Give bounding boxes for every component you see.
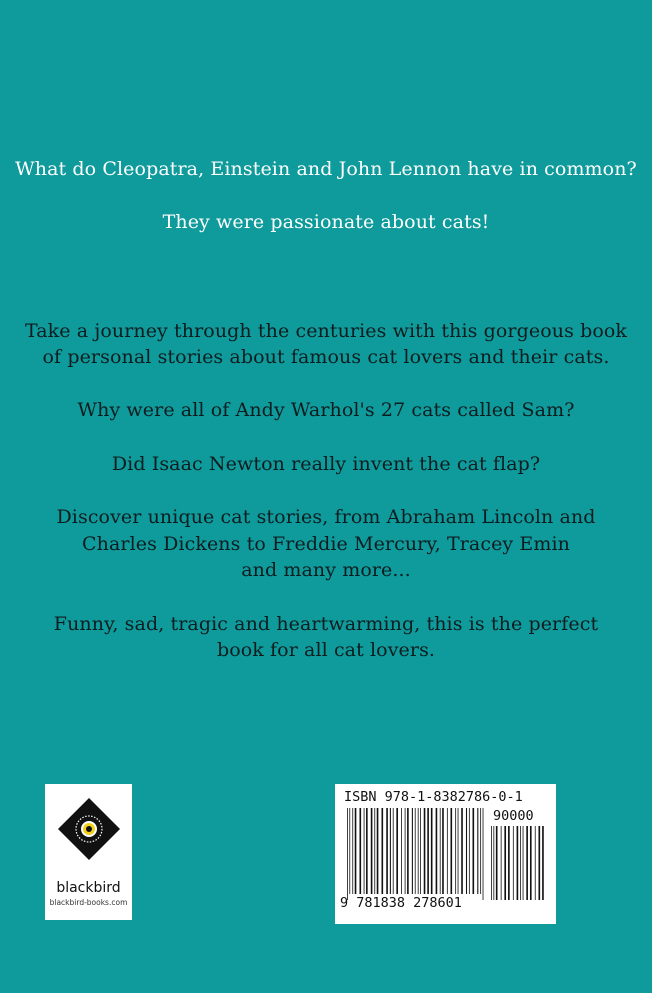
barcode-bar <box>447 808 448 894</box>
barcode-bar <box>493 826 494 900</box>
barcode-bar <box>469 808 470 894</box>
barcode-bar <box>431 808 433 894</box>
barcode-bar <box>466 808 467 894</box>
barcode-bar <box>504 826 506 900</box>
barcode-bar <box>349 808 350 894</box>
barcode-bar <box>501 826 502 900</box>
barcode-bar <box>480 808 481 894</box>
barcode-bar <box>508 826 510 900</box>
barcode-bar <box>513 826 514 900</box>
blurb-line: Funny, sad, tragic and heartwarming, this is the perfect <box>53 613 599 635</box>
intro-answer: They were passionate about cats! <box>162 211 490 233</box>
blurb-line: Why were all of Andy Warhol's 27 cats called Sam? <box>77 399 575 421</box>
barcode-bar <box>461 808 463 894</box>
barcode-bar <box>382 808 384 894</box>
barcode-bar <box>412 808 413 894</box>
publisher-website: blackbird-books.com <box>49 898 128 907</box>
barcode-bar <box>440 808 441 894</box>
barcode-bar <box>359 808 361 894</box>
barcode-bar <box>436 808 438 894</box>
barcode-bar <box>451 808 453 894</box>
barcode-bar <box>405 808 406 894</box>
blurb-line: of personal stories about famous cat lovers and their cats. <box>42 346 610 368</box>
barcode-bar <box>523 826 524 900</box>
barcode-bar <box>407 808 409 894</box>
barcode-bar <box>390 808 391 894</box>
barcode-bar <box>442 808 444 894</box>
barcode-bar <box>538 826 540 900</box>
barcode-bar <box>496 826 498 900</box>
blurb-line: Take a journey through the centuries with this gorgeous book <box>24 320 628 342</box>
barcode-bar <box>415 808 416 894</box>
barcode-bar <box>377 808 379 894</box>
barcode-bar <box>386 808 388 894</box>
blurb-line: Discover unique cat stories, from Abraham Lincoln and <box>56 506 596 528</box>
barcode-bar <box>355 808 357 894</box>
blurb-line: Did Isaac Newton really invent the cat flap? <box>111 453 541 475</box>
barcode-bar <box>535 826 536 900</box>
ean-digits: 9 781838 278601 <box>340 895 462 911</box>
barcode-bar <box>483 808 484 900</box>
barcode-bar <box>455 808 456 894</box>
barcode-bar <box>393 808 394 894</box>
blurb-line: book for all cat lovers. <box>216 639 436 661</box>
barcode-bar <box>420 808 421 894</box>
barcode-bar <box>477 808 478 894</box>
barcode-bar <box>347 808 348 900</box>
barcode-bar <box>458 808 459 894</box>
barcode-bar <box>371 808 373 894</box>
blurb-line: and many more... <box>241 559 411 581</box>
barcode-bar <box>418 808 419 894</box>
barcode-bar <box>424 808 426 894</box>
isbn-label: ISBN 978-1-8382786-0-1 <box>344 789 523 805</box>
blackbird-diamond-logo-icon <box>58 798 120 860</box>
barcode-bar <box>352 808 353 894</box>
publisher-logo <box>45 784 132 920</box>
barcode-bar <box>491 826 492 900</box>
blurb-line: Charles Dickens to Freddie Mercury, Tracey Emin <box>81 533 570 555</box>
barcode-bar <box>364 808 365 894</box>
barcode-bar <box>526 826 528 900</box>
isbn-barcode <box>335 784 556 924</box>
barcode-bar <box>401 808 402 894</box>
barcode-addon-digits: 90000 <box>493 808 534 824</box>
barcode-bar <box>473 808 475 894</box>
barcode-bar <box>374 808 375 894</box>
barcode-bar <box>520 826 521 900</box>
barcode-bar <box>427 808 429 894</box>
barcode-bar <box>366 808 368 894</box>
barcode-bar <box>396 808 398 894</box>
barcode-bar <box>517 826 519 900</box>
barcode-bar <box>542 826 544 900</box>
intro-question: What do Cleopatra, Einstein and John Lennon have in common? <box>15 158 637 180</box>
publisher-name: blackbird <box>56 880 121 896</box>
barcode-bar <box>530 826 532 900</box>
